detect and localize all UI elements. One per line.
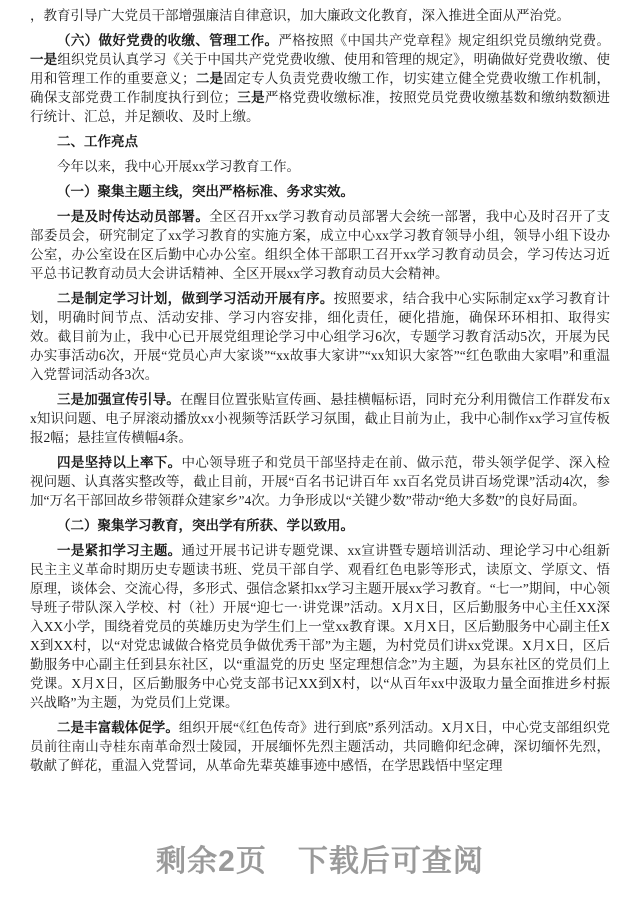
paragraph xyxy=(30,6,610,25)
text-run: （一）聚集主题主线，突出严格标准、务求实效。 xyxy=(57,184,354,199)
text-run: 三是 xyxy=(236,90,265,105)
text-run: 按照要求，结合我中心实际制定xx学习教育计划，明确时间节点、活动安排、学习内容安排，细化责任，硬化措施，确保环环相扣、取得实效。截目前为止，我中心已开展党组理论学习中心组学习6次，专题学习教育活动5次，开展为民办实事活动6次，开展“党员心声大家谈”“xx故事大家讲”“xx知识大家答”“红色歌曲大家唱”和重温入党誓词活动各3次。 xyxy=(30,291,611,382)
text-run: （二）聚集学习教育，突出学有所获、学以致用。 xyxy=(57,518,354,533)
text-run: 二、工作亮点 xyxy=(57,134,138,149)
text-run: 一是 xyxy=(30,52,58,67)
document-body xyxy=(30,6,610,775)
paragraph xyxy=(30,157,610,176)
text-run: 中心领导班子和党员干部坚持走在前、做示范，带头领学促学、深入检视问题、认真落实整改等，截止目前，开展“百名书记讲百年 xx百名党员讲百场党课”活动4次，参加“万名干部回故乡带领群众建家乡”4次。力争形成以“关键少数”带动“绝大多数”的良好局面。 xyxy=(30,455,610,508)
paragraph xyxy=(30,718,610,775)
text-run: 一是紧扣学习主题。 xyxy=(57,543,182,558)
text-run: 组织党员认真学习《关于中国共产党党费收缴、使用和管理的规定》，明确做好党费收缴、使用和管理工作的重要意义； xyxy=(30,52,611,86)
text-run: 二是制定学习计划，做到学习活动开展有序。 xyxy=(57,291,334,306)
text-run: 严格按照《中国共产党章程》规定组织党员缴纳党费。 xyxy=(278,33,611,48)
text-run: 组织开展“《红色传奇》进行到底”系列活动。X月X日，中心党支部组织党员前往南山寺桂东南革命烈士陵园，开展缅怀先烈主题活动，共同瞻仰纪念碑，深切缅怀先烈，敬献了鲜花，重温入党誓词，从革命先辈英雄事迹中感悟，在学思践悟中坚定理 xyxy=(30,720,611,773)
paragraph xyxy=(30,390,610,447)
paragraph xyxy=(30,207,610,283)
paragraph xyxy=(30,289,610,384)
text-run: 四是坚持以上率下。 xyxy=(57,455,182,470)
paragraph xyxy=(30,182,610,201)
text-run: 全区召开xx学习教育动员部署大会统一部署，我中心及时召开了支部委员会，研究制定了xx学习教育的实施方案，成立中心xx学习教育领导小组，领导小组下设办公室，办公室设在区后勤中心办公室。组织全体干部职工召开xx学习教育动员会，学习传达习近平总书记教育动员大会讲话精神、全区开展xx学习教育动员大会精神。 xyxy=(30,209,611,281)
paragraph xyxy=(30,31,610,126)
text-run: 一是及时传达动员部署。 xyxy=(57,209,210,224)
text-run: 固定专人负责党费收缴工作，切实建立健全党费收缴工作机制，确保支部党费工作制度执行到位； xyxy=(30,71,611,105)
text-run: 二是丰富载体促学。 xyxy=(57,720,179,735)
text-run: ，教育引导广大党员干部增强廉洁自律意识，加大廉政文化教育，深入推进全面从严治党。 xyxy=(30,8,570,23)
text-run: 二是 xyxy=(195,71,224,86)
paragraph xyxy=(30,453,610,510)
remaining-pages-notice: 剩余2页 下载后可查阅 xyxy=(156,845,484,878)
text-run: 通过开展书记讲专题党课、xx宣讲暨专题培训活动、理论学习中心组新民主主义革命时期历史专题读书班、党员干部自学、观看红色电影等形式，读原文、学原文、悟原理，谈体会、交流心得，多形式、强信念紧扣xx学习主题开展xx学习教育。“七一”期间，中心领导班子带队深入学校、村（社）开展“迎七一·讲党课”活动。X月X日，区后勤服务中心主任XX深入XX小学，围绕着党员的英雄历史为学生们上一堂xx教育课。X月X日，区后勤服务中心副主任XX到XX村，以“对党忠诚做合格党员争做优秀干部”为主题，为村党员们讲xx党课。X月X日，区后勤服务中心副主任到县东社区，以“重温党的历史 坚定理想信念”为主题，为县东社区的党员们上党课。X月X日，区后勤服务中心党支部书记XX到X村，以“从百年xx中汲取力量全面推进乡村振兴战略”为主题，为党员们上党课。 xyxy=(30,543,610,710)
text-run: 三是加强宣传引导。 xyxy=(57,392,180,407)
text-run: 在醒目位置张贴宣传画、悬挂横幅标语，同时充分利用微信工作群发布xx知识问题、电子屏滚动播放xx小视频等活跃学习氛围，截止目前为止，我中心制作xx学习宣传板报2幅；悬挂宣传横幅4条。 xyxy=(30,392,610,445)
paragraph xyxy=(30,132,610,151)
paragraph xyxy=(30,516,610,535)
text-run: （六）做好党费的收缴、管理工作。 xyxy=(57,33,279,48)
paragraph xyxy=(30,541,610,712)
text-run: 严格党费收缴标准，按照党员党费收缴基数和缴纳数额进行统计、汇总，并足额收、及时上缴。 xyxy=(30,90,611,124)
text-run: 今年以来，我中心开展xx学习教育工作。 xyxy=(57,159,300,174)
